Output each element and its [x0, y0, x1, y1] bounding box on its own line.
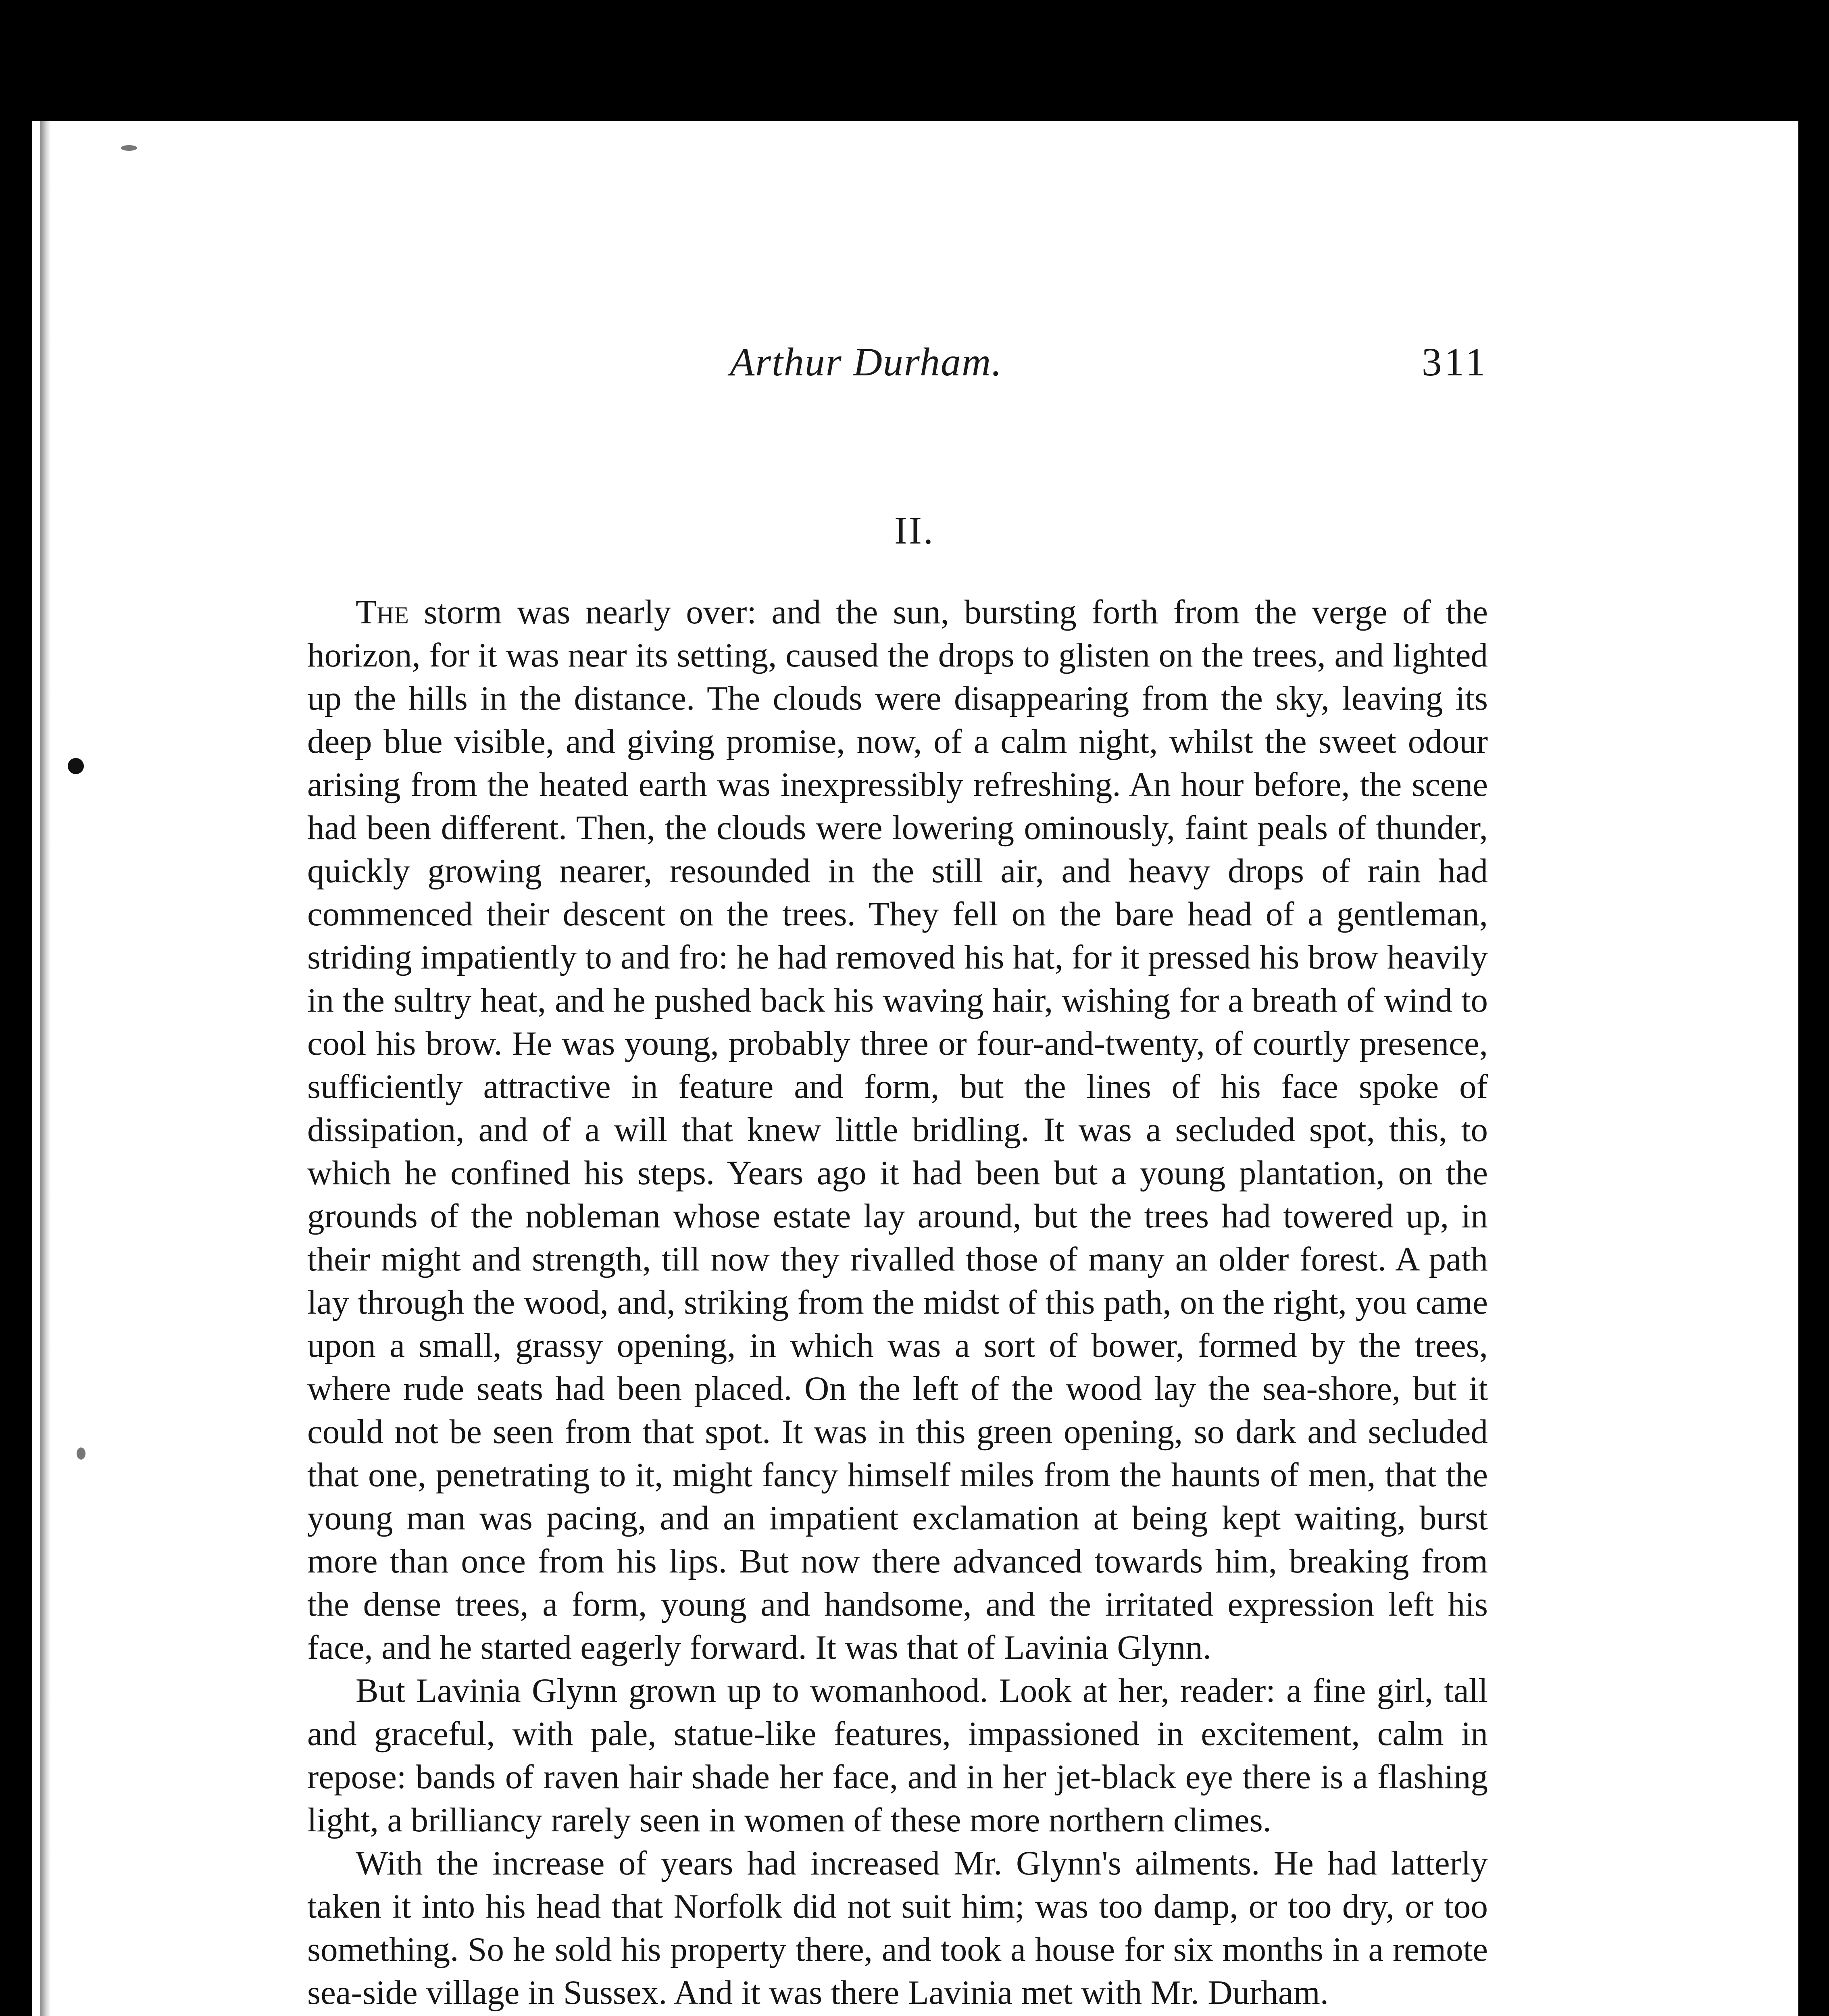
paragraph: [307, 2014, 1488, 2016]
running-title: Arthur Durham.: [730, 339, 1003, 384]
paragraph: [307, 1669, 1488, 1842]
binding-mark: [68, 758, 84, 774]
paper-speck: [77, 1447, 85, 1460]
page-gutter-shadow: [40, 121, 51, 2016]
paragraph-text: But Lavinia Glynn grown up to womanhood. Look at her, reader: a fine girl, tall and graceful, with pale, statue-like features, impassioned in excitement, calm in repose: bands of raven hair shade her face, and in her jet-black eye there is a flashing light, a brilliancy rarely seen in women of these more northern climes.: [307, 1672, 1488, 1839]
running-header: [730, 339, 1488, 391]
paragraph: [307, 1842, 1488, 2014]
paragraph: [307, 591, 1488, 1669]
page-number: 311: [1421, 339, 1488, 384]
body-text: [307, 591, 1488, 2016]
paper-speck: [121, 145, 137, 151]
paragraph-text: With the increase of years had increased Mr. Glynn's ailments. He had latterly taken it into his head that Norfolk did not suit him; was too damp, or too dry, or too something. So he sold his property there, and took a house for six months in a remote sea-side village in Sussex. And it was there Lavinia met with Mr. Durham.: [307, 1844, 1488, 2012]
chapter-heading: II.: [894, 509, 935, 552]
paragraph-opening-word: The: [356, 593, 409, 631]
paragraph-text: storm was nearly over: and the sun, bursting forth from the verge of the horizon, for it was near its setting, caused the drops to glisten on the trees, and lighted up the hills in the distance. The clouds were disappearing from the sky, leaving its deep blue visible, and giving promise, now, of a calm night, whilst the sweet odour arising from the heated earth was inexpressibly refreshing. An hour before, the scene had been different. Then, the clouds were lowering ominously, faint peals of thunder, quickly growing nearer, resounded in the still air, and heavy drops of rain had commenced their descent on the trees. They fell on the bare head of a gentleman, striding impatiently to and fro: he had removed his hat, for it pressed his brow heavily in the sultry heat, and he pushed back his waving hair, wishing for a breath of wind to cool his brow. He was young, probably three or four-and-twenty, of courtly presence, sufficiently attractive in feature and form, but the lines of his face spoke of dissipation, and of a will that knew little bridling. It was a secluded spot, this, to which he confined his steps. Years ago it had been but a young plantation, on the grounds of the nobleman whose estate lay around, but the trees had towered up, in their might and strength, till now they rivalled those of many an older forest. A path lay through the wood, and, striking from the midst of this path, on the right, you came upon a small, grassy opening, in which was a sort of bower, formed by the trees, where rude seats had been placed. On the left of the wood lay the sea-shore, but it could not be seen from that spot. It was in this green opening, so dark and secluded that one, penetrating to it, might fancy himself miles from the haunts of men, that the young man was pacing, and an impatient exclamation at being kept waiting, burst more than once from his lips. But now there advanced towards him, breaking from the dense trees, a form, young and handsome, and the irritated expression left his face, and he started eagerly forward. It was that of Lavinia Glynn.: [307, 593, 1488, 1666]
